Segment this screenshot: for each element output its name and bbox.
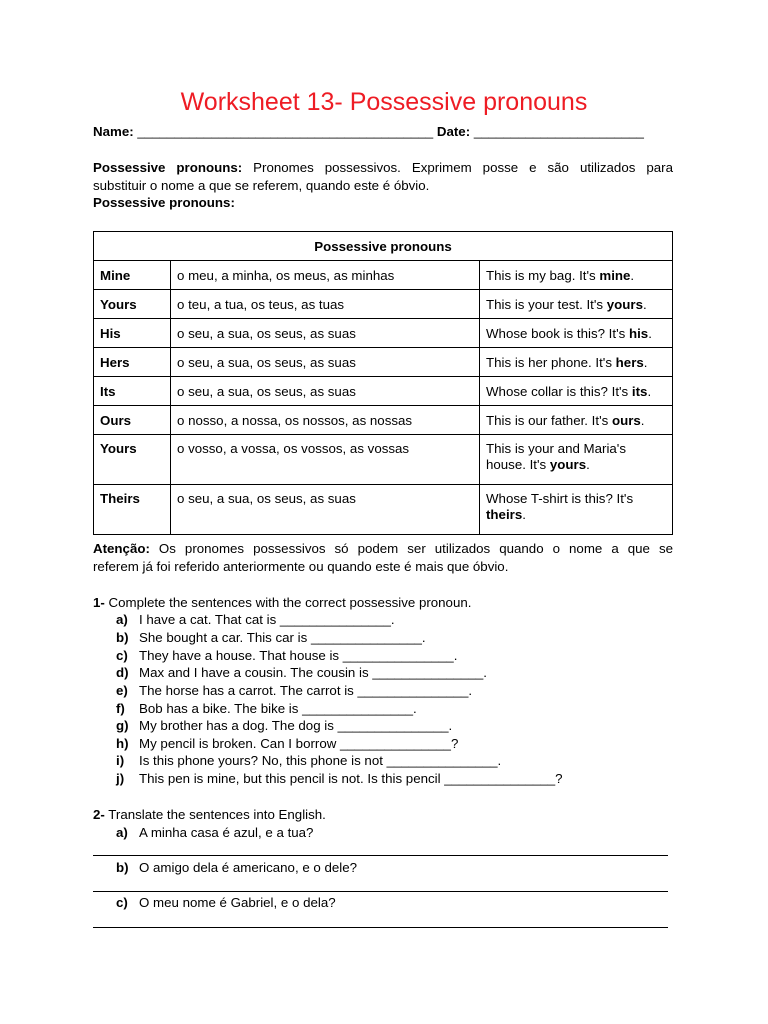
table-row (94, 290, 673, 319)
exercise1-item (116, 647, 457, 665)
table-row (94, 319, 673, 348)
example-cell (480, 290, 673, 319)
exercise1-item (116, 717, 452, 735)
item-text: O amigo dela é americano, e o dele? (139, 860, 358, 875)
exercise1-item (116, 664, 487, 682)
pronoun-cell: Yours (94, 290, 171, 319)
example-cell (480, 435, 673, 485)
example-punct: . (630, 267, 635, 283)
example-punct: . (586, 457, 590, 472)
example-cell (480, 261, 673, 290)
item-key: a) (116, 612, 128, 627)
item-text: My pencil is broken. Can I borrow _______________? (139, 736, 459, 751)
exercise1-instruction-text: Complete the sentences with the correct possessive pronoun. (108, 595, 472, 610)
item-text: Bob has a bike. The bike is _______________. (139, 701, 417, 716)
example-text: This is your and Maria's house. It's (486, 441, 626, 472)
item-text: They have a house. That house is _______________. (139, 648, 458, 663)
item-key: b) (116, 860, 129, 875)
exercise1-number: 1- (93, 595, 105, 610)
item-key: a) (116, 825, 128, 840)
example-punct: . (648, 325, 652, 341)
exercise1-item (116, 629, 426, 647)
portuguese-cell: o teu, a tua, os teus, as tuas (171, 290, 480, 319)
pronoun-cell: His (94, 319, 171, 348)
item-key: e) (116, 683, 128, 698)
portuguese-cell: o seu, a sua, os seus, as suas (171, 485, 480, 535)
example-text: Whose T-shirt is this? It's (486, 491, 634, 506)
item-text: She bought a car. This car is _______________. (139, 630, 426, 645)
table-row (94, 377, 673, 406)
example-punct: . (643, 354, 648, 370)
table-row (94, 406, 673, 435)
intro-line-2: substituir o nome a que se referem, quando este é óbvio. (93, 178, 430, 193)
date-label: Date: (436, 124, 471, 139)
item-key: d) (116, 665, 129, 680)
item-key: h) (116, 736, 129, 751)
item-text: Is this phone yours? No, this phone is not _______________. (139, 753, 502, 768)
attention-label: Atenção: (93, 541, 150, 556)
example-cell (480, 485, 673, 535)
intro-subheading: Possessive pronouns: (93, 195, 235, 210)
intro-line-1 (93, 159, 673, 177)
item-key: c) (116, 648, 128, 663)
item-key: b) (116, 630, 129, 645)
answer-line[interactable] (93, 891, 668, 892)
pronoun-cell: Yours (94, 435, 171, 485)
answer-line[interactable] (93, 855, 668, 856)
example-pronoun: hers (615, 354, 644, 370)
table-row (94, 261, 673, 290)
table-header: Possessive pronouns (94, 232, 673, 261)
table-row (94, 485, 673, 535)
item-key: g) (116, 718, 129, 733)
example-pronoun: yours (606, 296, 643, 312)
example-pronoun: theirs (486, 507, 523, 522)
item-key: j) (116, 771, 125, 786)
intro-line1-text: Pronomes possessivos. Exprimem posse e são utilizados para (253, 160, 673, 175)
exercise1-item (116, 752, 501, 770)
exercise1-item (116, 735, 458, 753)
example-punct: . (522, 507, 526, 522)
attention-line-2: referem já foi referido anteriormente ou quando este é mais que óbvio. (93, 559, 509, 574)
item-key: i) (116, 753, 125, 768)
example-pronoun: his (628, 325, 649, 341)
exercise1-instruction (93, 594, 673, 612)
portuguese-cell: o seu, a sua, os seus, as suas (171, 377, 480, 406)
item-text: O meu nome é Gabriel, e o dela? (139, 895, 336, 910)
example-text: This is your test. It's (486, 296, 607, 312)
item-key: c) (116, 895, 128, 910)
example-cell (480, 319, 673, 348)
date-blank: _______________________ (473, 124, 644, 139)
example-text: Whose collar is this? It's (486, 383, 632, 399)
item-text: Max and I have a cousin. The cousin is _______________. (139, 665, 487, 680)
item-text: I have a cat. That cat is _______________. (139, 612, 395, 627)
item-text: My brother has a dog. The dog is _______________. (139, 718, 453, 733)
exercise2-instruction-text: Translate the sentences into English. (108, 807, 326, 822)
example-text: Whose book is this? It's (486, 325, 629, 341)
portuguese-cell: o vosso, a vossa, os vossos, as vossas (171, 435, 480, 485)
example-punct: . (640, 412, 645, 428)
intro-term: Possessive pronouns: (93, 160, 243, 175)
portuguese-cell: o seu, a sua, os seus, as suas (171, 319, 480, 348)
answer-line[interactable] (93, 927, 668, 928)
table-row (94, 348, 673, 377)
name-date-line (93, 123, 673, 141)
example-punct: . (642, 296, 647, 312)
pronoun-cell: Mine (94, 261, 171, 290)
pronoun-cell: Theirs (94, 485, 171, 535)
example-cell (480, 406, 673, 435)
portuguese-cell: o seu, a sua, os seus, as suas (171, 348, 480, 377)
example-pronoun: ours (611, 412, 641, 428)
exercise1-item (116, 770, 563, 788)
pronoun-table (93, 231, 673, 535)
name-label: Name: (93, 124, 134, 139)
exercise1-item (116, 700, 417, 718)
exercise2-item (116, 859, 357, 877)
example-pronoun: yours (549, 457, 587, 472)
example-text: This is our father. It's (486, 412, 612, 428)
attention-line1-text: Os pronomes possessivos só podem ser utilizados quando o nome a que se (158, 541, 673, 556)
item-key: f) (116, 701, 125, 716)
exercise2-item (116, 894, 336, 912)
exercise1-item (116, 682, 472, 700)
portuguese-cell: o meu, a minha, os meus, as minhas (171, 261, 480, 290)
pronoun-cell: Its (94, 377, 171, 406)
example-text: This is her phone. It's (486, 354, 616, 370)
example-pronoun: mine (599, 267, 631, 283)
exercise2-item (116, 824, 313, 842)
table-row (94, 435, 673, 485)
example-cell (480, 377, 673, 406)
pronoun-cell: Hers (94, 348, 171, 377)
pronoun-cell: Ours (94, 406, 171, 435)
example-text: This is my bag. It's (486, 267, 600, 283)
portuguese-cell: o nosso, a nossa, os nossos, as nossas (171, 406, 480, 435)
exercise2-instruction (93, 806, 673, 824)
page-title: Worksheet 13- Possessive pronouns (180, 88, 588, 116)
item-text: A minha casa é azul, e a tua? (139, 825, 314, 840)
example-cell (480, 348, 673, 377)
example-pronoun: its (631, 383, 648, 399)
attention-line-1 (93, 540, 673, 558)
exercise2-number: 2- (93, 807, 105, 822)
exercise1-item (116, 611, 395, 629)
name-blank: ________________________________________ (137, 124, 434, 139)
item-text: The horse has a carrot. The carrot is _______________. (139, 683, 473, 698)
example-punct: . (647, 383, 652, 399)
item-text: This pen is mine, but this pencil is not. Is this pencil _______________? (139, 771, 563, 786)
